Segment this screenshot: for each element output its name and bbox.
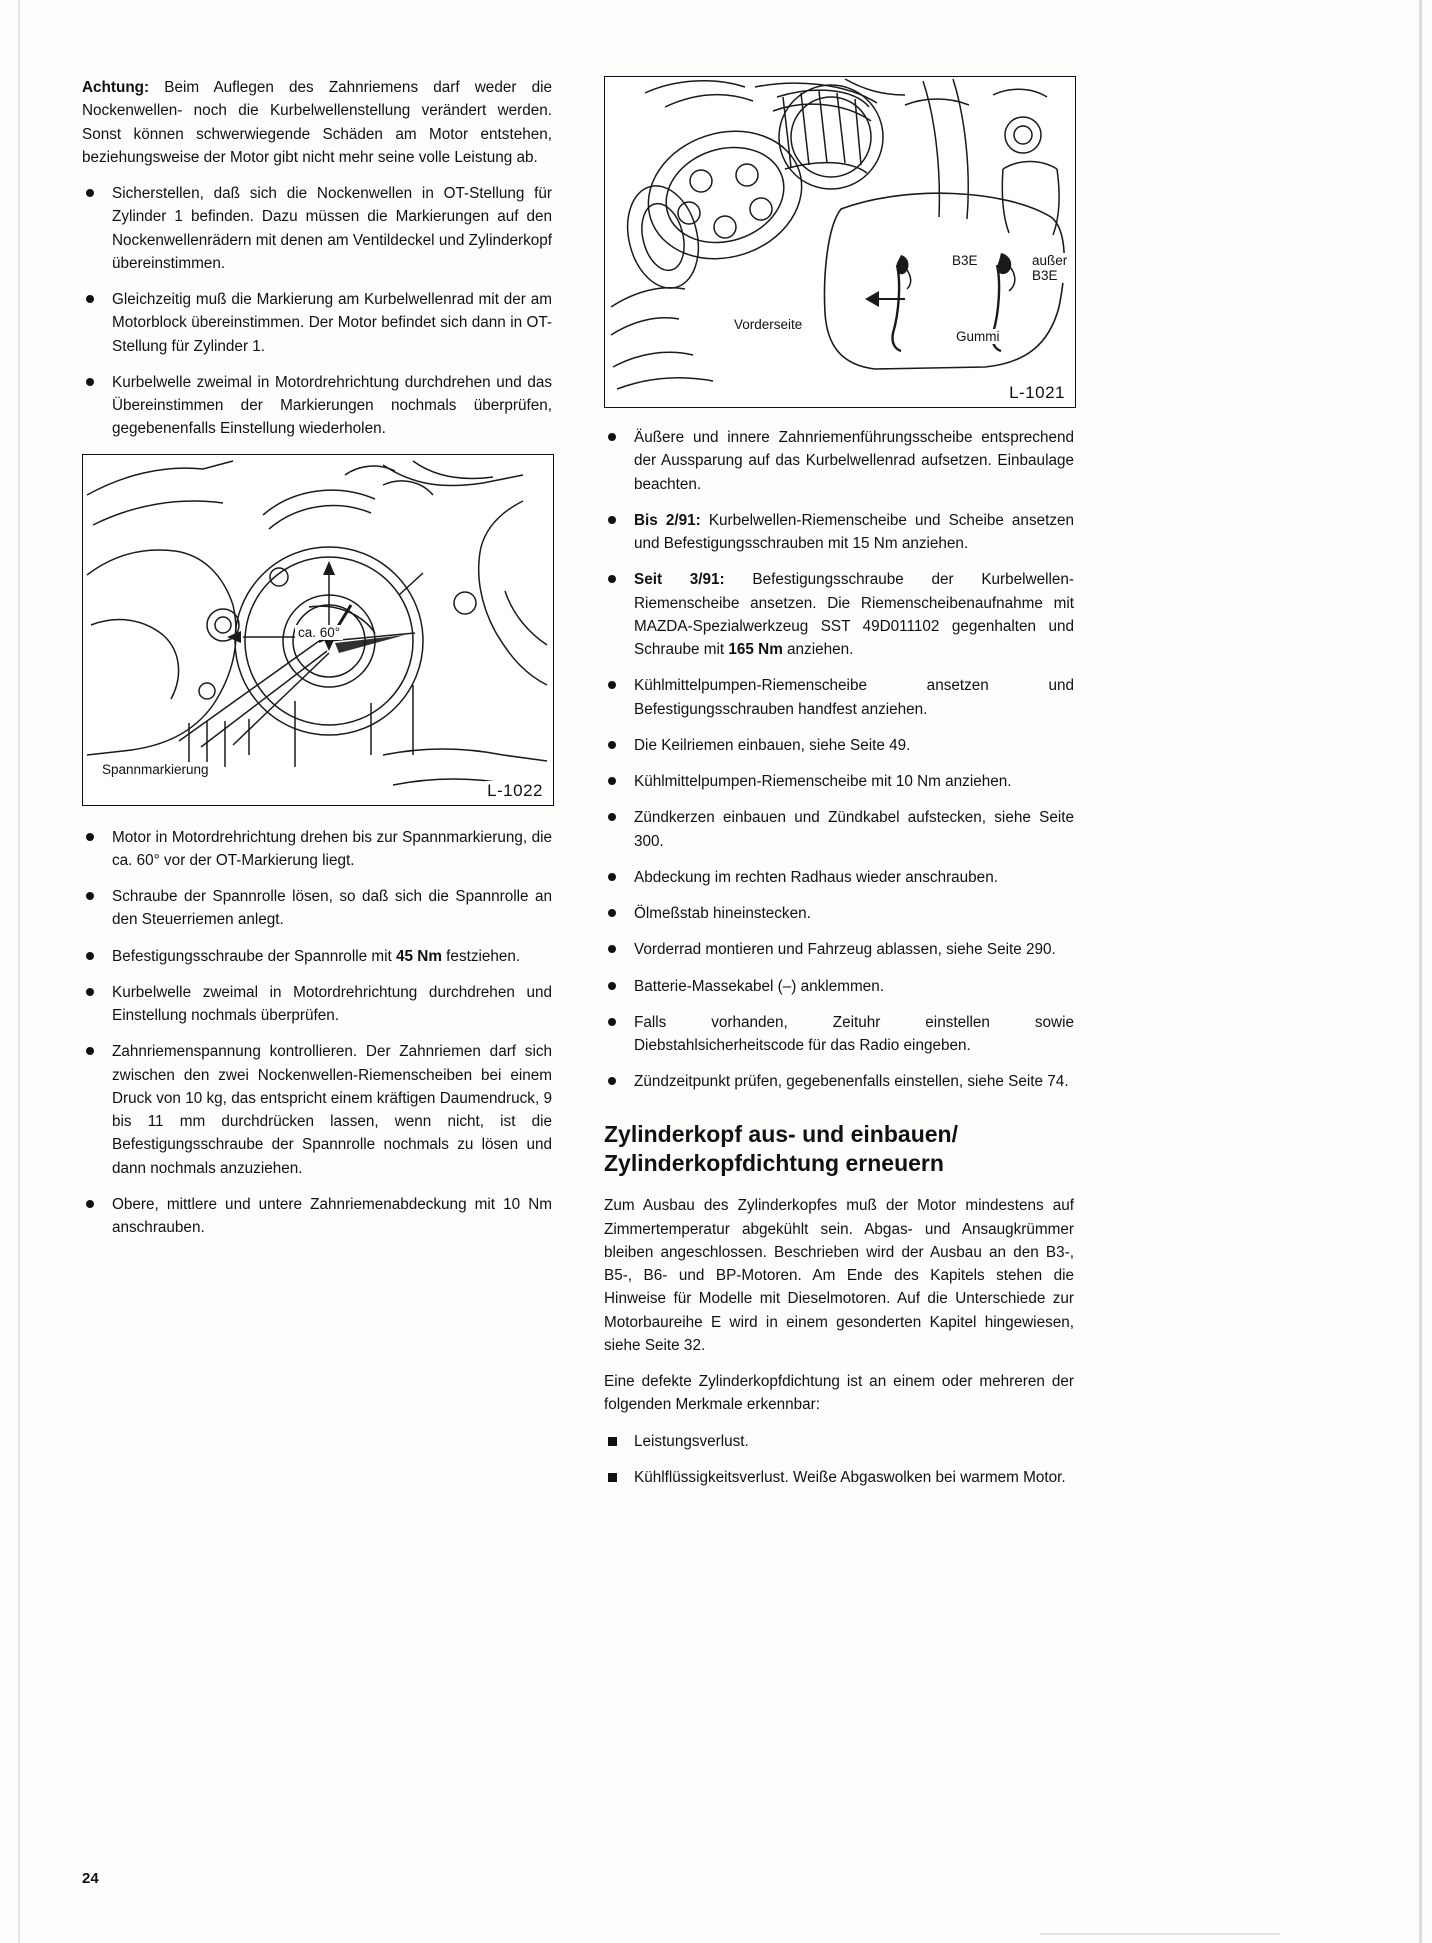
bullet-list-right xyxy=(604,426,1074,1094)
bullet-dot-icon xyxy=(608,741,616,749)
list-item xyxy=(604,674,1074,721)
list-item xyxy=(604,1430,1074,1453)
list-item xyxy=(82,826,552,873)
list-item-text: Kühlflüssigkeitsverlust. Weiße Abgaswolken bei warmem Motor. xyxy=(634,1468,1066,1486)
bullet-dot-icon xyxy=(86,378,94,386)
list-item-text: Zündkerzen einbauen und Zündkabel aufstecken, siehe Seite 300. xyxy=(634,809,1074,850)
list-item-text: Zahnriemenspannung kontrollieren. Der Zahnriemen darf sich zwischen den zwei Nockenwellen-Riemenscheiben bei einem Druck von 10 kg, das entspricht einem kräftigen Daumendruck, 9 bis 11 mm durchdrücken lassen, wenn nicht, ist die Befestigungsschraube der Spannrolle nochmals zu lösen und dann nochmals anzuziehen. xyxy=(112,1043,552,1177)
bullet-dot-icon xyxy=(608,516,616,524)
list-item xyxy=(604,975,1074,998)
bullet-dot-icon xyxy=(608,777,616,785)
list-item-text: Sicherstellen, daß sich die Nockenwellen in OT-Stellung für Zylinder 1 befinden. Dazu müssen die Markierungen auf den Nockenwellenrädern mit denen am Ventildeckel und Zylinderkopf übereinstimmen. xyxy=(112,185,552,272)
bullet-square-icon xyxy=(608,1473,617,1482)
list-item xyxy=(604,938,1074,961)
list-item-text: Obere, mittlere und untere Zahnriemenabdeckung mit 10 Nm anschrauben. xyxy=(112,1195,552,1236)
figure-label-b3e: B3E xyxy=(949,253,981,268)
figure-crankshaft-timing xyxy=(82,454,554,806)
bullet-dot-icon xyxy=(86,189,94,197)
figure-timing-belt-guide xyxy=(604,76,1076,408)
list-item xyxy=(82,945,552,968)
list-item xyxy=(604,568,1074,661)
list-item xyxy=(82,885,552,932)
page-bottom-mark xyxy=(1040,1933,1280,1935)
list-item-text: Seit 3/91: Befestigungsschraube der Kurbelwellen-Riemenscheibe ansetzen. Die Riemenscheibenaufnahme mit MAZDA-Spezialwerkzeug SST 49D011102 gegenhalten und Schraube mit 165 Nm anziehen. xyxy=(634,571,1074,658)
list-item-text: Falls vorhanden, Zeituhr einstellen sowie Diebstahlsicherheitscode für das Radio eingeben. xyxy=(634,1013,1074,1054)
figure-label-ausser-b3e: außer B3E xyxy=(1029,253,1075,283)
list-item-text: Motor in Motordrehrichtung drehen bis zur Spannmarkierung, die ca. 60° vor der OT-Markierung liegt. xyxy=(112,828,552,869)
page-edge-left xyxy=(18,0,20,1943)
bullet-dot-icon xyxy=(608,1077,616,1085)
list-item-text: Die Keilriemen einbauen, siehe Seite 49. xyxy=(634,736,911,754)
bullet-dot-icon xyxy=(608,909,616,917)
figure-timing-belt-guide-drawing xyxy=(605,77,1073,405)
bullet-list-top xyxy=(82,182,552,441)
list-item xyxy=(82,288,552,358)
figure-code: L-1021 xyxy=(1009,383,1065,402)
right-column xyxy=(604,76,1074,1502)
two-column-layout xyxy=(82,76,1350,1502)
list-item-text: Gleichzeitig muß die Markierung am Kurbelwellenrad mit der am Motorblock übereinstimmen. Der Motor befindet sich dann in OT-Stellung für Zylinder 1. xyxy=(112,291,552,355)
list-item-text: Leistungsverlust. xyxy=(634,1432,749,1450)
bullet-dot-icon xyxy=(86,952,94,960)
page-edge-right xyxy=(1419,0,1422,1943)
list-item xyxy=(604,734,1074,757)
left-column xyxy=(82,76,552,1502)
bullet-dot-icon xyxy=(608,575,616,583)
bullet-dot-icon xyxy=(608,813,616,821)
bullet-list-bottom xyxy=(82,826,552,1240)
list-item-text: Ölmeßstab hineinstecken. xyxy=(634,905,811,922)
list-item-text: Kurbelwelle zweimal in Motordrehrichtung durchdrehen und das Übereinstimmen der Markierungen nochmals überprüfen, gegebenenfalls Einstellung wiederholen. xyxy=(112,373,552,438)
list-item xyxy=(82,981,552,1028)
bullet-dot-icon xyxy=(86,1200,94,1208)
square-bullet-list xyxy=(604,1430,1074,1490)
list-item-text: Zündzeitpunkt prüfen, gegebenenfalls einstellen, siehe Seite 74. xyxy=(634,1073,1069,1091)
list-item xyxy=(604,866,1074,889)
bullet-dot-icon xyxy=(86,833,94,841)
section-paragraph: Eine defekte Zylinderkopfdichtung ist an einem oder mehreren der folgenden Merkmale erkennbar: xyxy=(604,1373,1074,1414)
list-item xyxy=(82,182,552,275)
bullet-dot-icon xyxy=(608,681,616,689)
bullet-dot-icon xyxy=(608,433,616,441)
list-item xyxy=(604,1070,1074,1093)
bullet-dot-icon xyxy=(86,1047,94,1055)
list-item-text: Kühlmittelpumpen-Riemenscheibe ansetzen und Befestigungsschrauben handfest anziehen. xyxy=(634,677,1074,718)
list-item xyxy=(604,770,1074,793)
list-item xyxy=(82,371,552,441)
bullet-dot-icon xyxy=(86,295,94,303)
page-number: 24 xyxy=(82,1870,99,1887)
bullet-dot-icon xyxy=(608,982,616,990)
list-item xyxy=(604,509,1074,556)
bullet-dot-icon xyxy=(86,988,94,996)
list-item-text: Schraube der Spannrolle lösen, so daß sich die Spannrolle an den Steuerriemen anlegt. xyxy=(112,888,552,929)
list-item-text: Kurbelwelle zweimal in Motordrehrichtung durchdrehen und Einstellung nochmals überprüfen. xyxy=(112,983,552,1024)
section-heading: Zylinderkopf aus- und einbauen/ Zylinderkopfdichtung erneuern xyxy=(604,1120,958,1176)
figure-angle-label: ca. 60° xyxy=(295,625,343,640)
bullet-dot-icon xyxy=(608,1018,616,1026)
list-item-text: Befestigungsschraube der Spannrolle mit 45 Nm festziehen. xyxy=(112,947,521,965)
attention-text: Beim Auflegen des Zahnriemens darf weder die Nockenwellen- noch die Kurbelwellenstellung verändert werden. Sonst können schwerwiegende Schäden am Motor entstehen, beziehungsweise der Motor gibt nicht mehr seine volle Leistung ab. xyxy=(82,79,552,166)
list-item xyxy=(82,1193,552,1240)
list-item xyxy=(604,1011,1074,1058)
bullet-dot-icon xyxy=(608,873,616,881)
bullet-dot-icon xyxy=(86,892,94,900)
list-item-text: Vorderrad montieren und Fahrzeug ablassen, siehe Seite 290. xyxy=(634,941,1056,959)
bullet-square-icon xyxy=(608,1437,617,1446)
list-item xyxy=(604,806,1074,853)
attention-lead: Achtung: xyxy=(82,79,150,96)
bullet-dot-icon xyxy=(608,945,616,953)
list-item xyxy=(604,902,1074,925)
list-item-text: Abdeckung im rechten Radhaus wieder anschrauben. xyxy=(634,868,998,886)
list-item-text: Bis 2/91: Kurbelwellen-Riemenscheibe und Scheibe ansetzen und Befestigungsschrauben mit 15 Nm anziehen. xyxy=(634,511,1075,552)
figure-label-vorderseite: Vorderseite xyxy=(731,317,805,332)
list-item-text: Kühlmittelpumpen-Riemenscheibe mit 10 Nm anziehen. xyxy=(634,773,1012,790)
list-item xyxy=(82,1040,552,1180)
attention-paragraph xyxy=(82,76,552,169)
section-paragraph: Zum Ausbau des Zylinderkopfes muß der Motor mindestens auf Zimmertemperatur abgekühlt sein. Abgas- und Ansaugkrümmer bleiben angeschlossen. Beschrieben wird der Ausbau an den B3-, B5-, B6- und BP-Motoren. Am Ende des Kapitels stehen die Hinweise für Modelle mit Dieselmotoren. Auf die Unterschiede zur Motorbaureihe E wird in einem gesonderten Kapitel hingewiesen, siehe Seite 32. xyxy=(604,1197,1074,1354)
list-item xyxy=(604,426,1074,496)
list-item xyxy=(604,1466,1074,1489)
figure-code: L-1022 xyxy=(487,780,543,800)
figure-label-gummi: Gummi xyxy=(953,329,1003,344)
list-item-text: Batterie-Massekabel (–) anklemmen. xyxy=(634,977,884,995)
figure-tension-mark-label: Spannmarkierung xyxy=(99,762,212,777)
list-item-text: Äußere und innere Zahnriemenführungsscheibe entsprechend der Aussparung auf das Kurbelwellenrad aufsetzen. Einbaulage beachten. xyxy=(634,429,1074,493)
